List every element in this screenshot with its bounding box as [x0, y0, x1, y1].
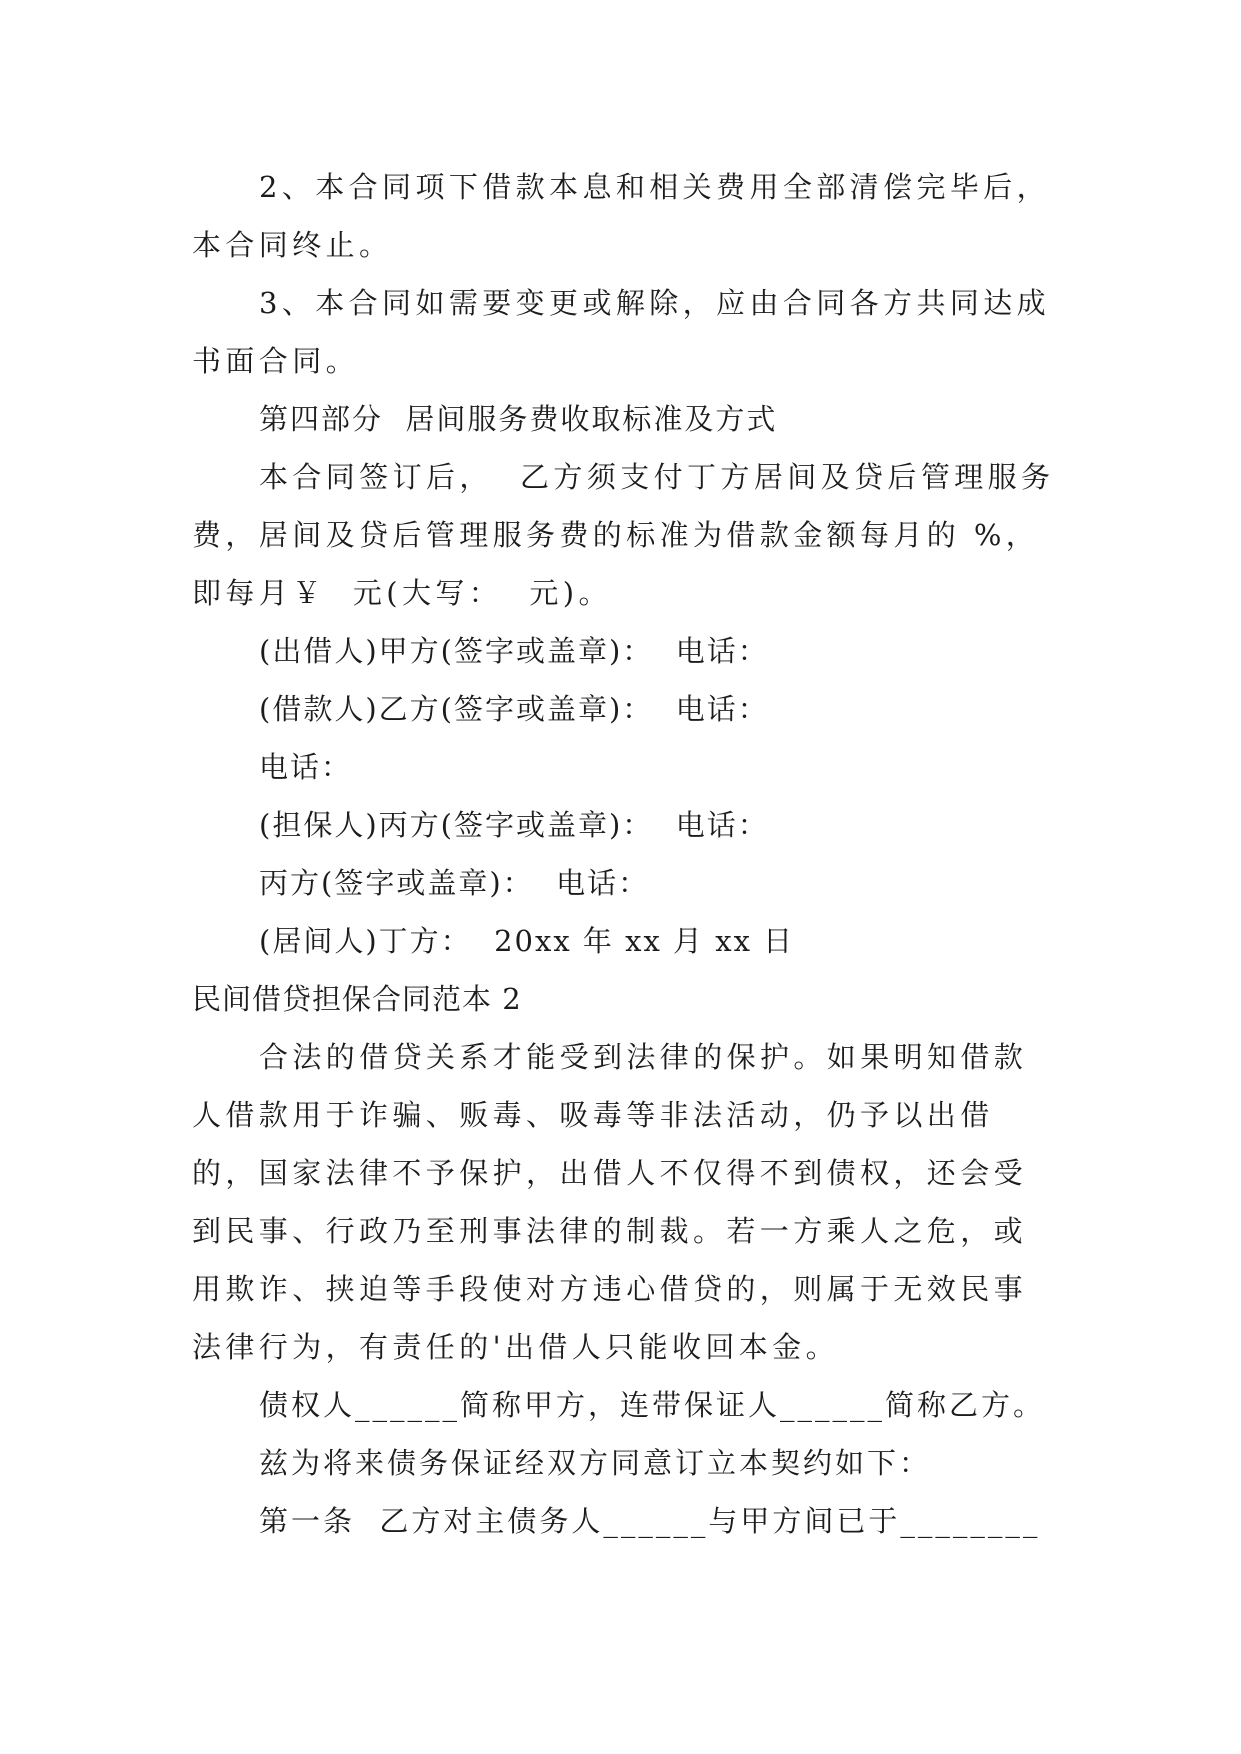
service-fee-paragraph: 本合同签订后， 乙方须支付丁方居间及贷后管理服务费，居间及贷后管理服务费的标准为借款金额每月的 %，即每月￥ 元(大写： 元)。 [192, 460, 1055, 610]
contract-amendment-paragraph: 3、本合同如需要变更或解除，应由合同各方共同达成书面合同。 [192, 286, 1051, 378]
document-body [192, 158, 1058, 1550]
signature-line-guarantor: (担保人)丙方(签字或盖章)： 电话： [259, 808, 769, 842]
part4-heading: 第四部分 居间服务费收取标准及方式 [259, 402, 778, 436]
signature-line-phone: 电话： [259, 750, 353, 784]
article1-line: 第一条 乙方对主债务人______与甲方间已于________ [259, 1504, 1041, 1538]
agreement-line: 兹为将来债务保证经双方同意订立本契约如下： [259, 1446, 932, 1480]
signature-line-party-c: 丙方(签字或盖章)： 电话： [259, 866, 650, 900]
section2-title: 民间借贷担保合同范本 2 [192, 982, 522, 1016]
signature-line-borrower: (借款人)乙方(签字或盖章)： 电话： [259, 692, 769, 726]
signature-line-intermediary-date: (居间人)丁方： 20xx 年 xx 月 xx 日 [259, 924, 795, 958]
section2-intro-paragraph: 合法的借贷关系才能受到法律的保护。如果明知借款人借款用于诈骗、贩毒、吸毒等非法活动，仍予以出借的，国家法律不予保护，出借人不仅得不到债权，还会受到民事、行政乃至刑事法律的制裁。若一方乘人之危，或用欺诈、挟迫等手段使对方违心借贷的，则属于无效民事法律行为，有责任的'出借人只能收回本金。 [192, 1040, 1028, 1364]
signature-line-lender: (出借人)甲方(签字或盖章)： 电话： [259, 634, 769, 668]
creditor-guarantor-line: 债权人______简称甲方，连带保证人______简称乙方。 [259, 1388, 1046, 1422]
contract-termination-paragraph: 2、本合同项下借款本息和相关费用全部清偿完毕后，本合同终止。 [192, 170, 1051, 262]
